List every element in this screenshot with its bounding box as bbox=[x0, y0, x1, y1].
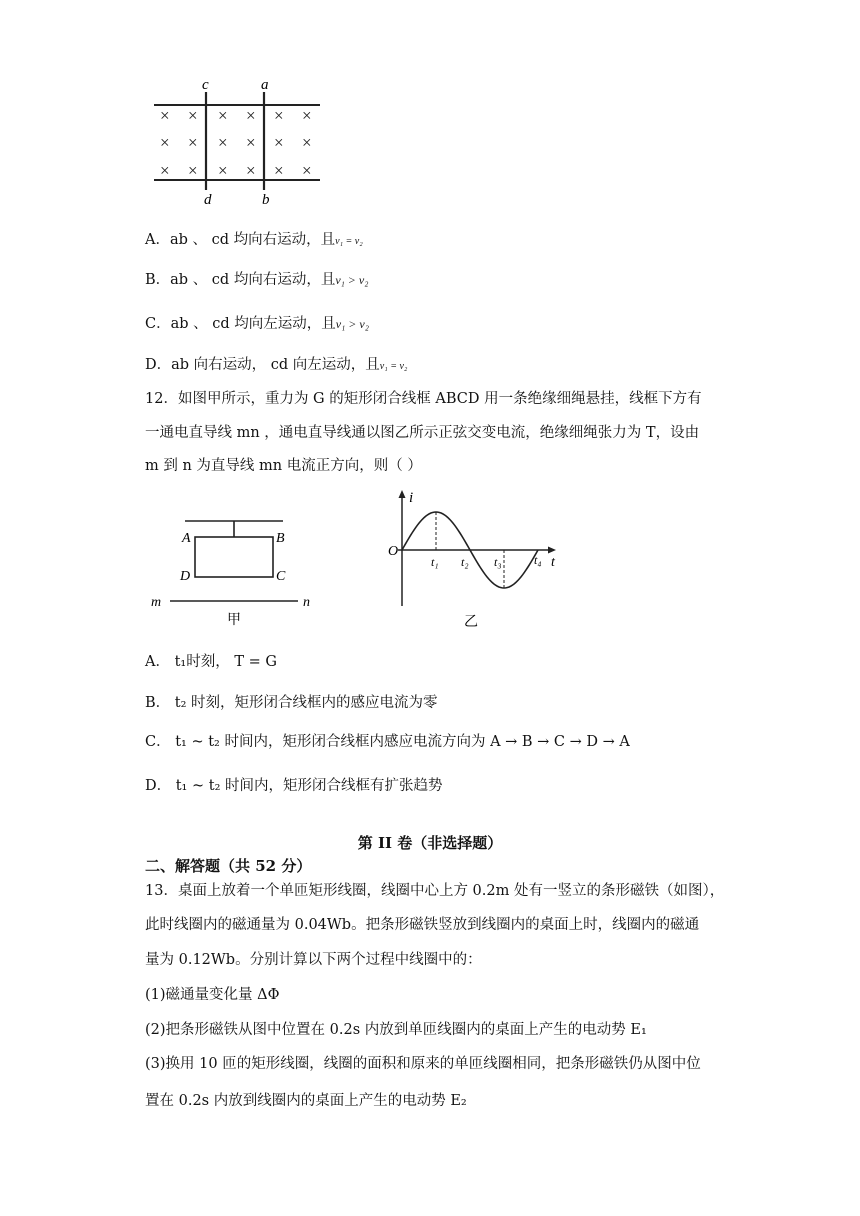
label-C: C bbox=[276, 569, 286, 584]
field-cross: × bbox=[188, 161, 198, 180]
option-letter: A． bbox=[145, 232, 170, 248]
field-cross: × bbox=[218, 133, 228, 152]
option-text: ab 、 cd 均向左运动，且 bbox=[170, 316, 336, 332]
label-i: i bbox=[409, 490, 414, 506]
q13-sub3-line1: (3)换用 10 匝的矩形线圈，线圈的面积和原来的单匝线圈相同，把条形磁铁仍从图中位 bbox=[145, 1056, 701, 1072]
label-d: d bbox=[204, 192, 212, 208]
q13-sub1: (1)磁通量变化量 ΔΦ bbox=[145, 987, 280, 1003]
label-n: n bbox=[303, 595, 310, 610]
field-cross: × bbox=[302, 133, 312, 152]
caption-jia: 甲 bbox=[227, 613, 241, 628]
field-cross: × bbox=[274, 133, 284, 152]
label-t1: t₁ bbox=[431, 555, 439, 569]
option-letter: C． bbox=[145, 316, 171, 332]
label-t: t bbox=[551, 555, 555, 570]
q12-option-d: D． t₁ ~ t₂ 时间内，矩形闭合线框有扩张趋势 bbox=[145, 778, 443, 794]
field-cross: × bbox=[246, 106, 256, 125]
label-a: a bbox=[261, 77, 269, 93]
q12-option-b: B． t₂ 时刻，矩形闭合线框内的感应电流为零 bbox=[145, 695, 438, 711]
label-t4: t₄ bbox=[534, 553, 542, 567]
field-cross: × bbox=[274, 106, 284, 125]
q13-stem-line1: 13．桌面上放着一个单匝矩形线圈，线圈中心上方 0.2m 处有一竖立的条形磁铁（如图）， bbox=[145, 883, 725, 899]
part-two-title: 第 II 卷（非选择题） bbox=[357, 834, 503, 852]
field-cross: × bbox=[160, 161, 170, 180]
field-cross: × bbox=[188, 106, 198, 125]
option-relation: v₁ > v₂ bbox=[335, 273, 369, 287]
q11-option-d bbox=[145, 355, 407, 377]
field-crosses bbox=[160, 106, 312, 180]
field-cross: × bbox=[302, 161, 312, 180]
q13-stem-line3: 量为 0.12Wb。分别计算以下两个过程中线圈中的： bbox=[145, 952, 482, 968]
q11-field-figure bbox=[140, 72, 340, 212]
option-relation: v₁ > v₂ bbox=[335, 317, 369, 331]
field-cross: × bbox=[302, 106, 312, 125]
q12-stem-line2: 一通电直导线 mn ，通电直导线通以图乙所示正弦交变电流，绝缘细绳张力为 T，设由 bbox=[145, 425, 700, 441]
field-cross: × bbox=[188, 133, 198, 152]
q12-option-a: A． t₁时刻， T = G bbox=[145, 654, 277, 670]
q12-figure-yi bbox=[380, 488, 565, 633]
section-heading: 二、解答题（共 52 分） bbox=[145, 857, 312, 875]
field-cross: × bbox=[246, 161, 256, 180]
option-relation: v₁ = v₂ bbox=[335, 236, 363, 247]
field-cross: × bbox=[160, 133, 170, 152]
q12-figure-jia bbox=[145, 505, 335, 630]
field-cross: × bbox=[274, 161, 284, 180]
q11-option-a bbox=[145, 230, 363, 252]
label-D: D bbox=[180, 569, 191, 584]
field-cross: × bbox=[160, 106, 170, 125]
q11-option-c bbox=[145, 314, 369, 334]
label-b: b bbox=[262, 192, 270, 208]
q12-stem-line1: 12．如图甲所示，重力为 G 的矩形闭合线框 ABCD 用一条绝缘细绳悬挂，线框下方有 bbox=[145, 391, 702, 407]
option-letter: D． bbox=[145, 357, 172, 373]
caption-yi: 乙 bbox=[464, 615, 478, 630]
option-letter: B． bbox=[145, 272, 171, 288]
q13-stem-line2: 此时线圈内的磁通量为 0.04Wb。把条形磁铁竖放到线圈内的桌面上时，线圈内的磁通 bbox=[145, 917, 700, 933]
option-text: ab 、 cd 均向右运动，且 bbox=[170, 272, 336, 288]
option-text: ab 、 cd 均向右运动，且 bbox=[169, 232, 336, 248]
field-cross: × bbox=[246, 133, 256, 152]
q12-stem-line3: m 到 n 为直导线 mn 电流正方向，则（ ） bbox=[145, 458, 422, 474]
label-A: A bbox=[182, 531, 191, 546]
q13-sub3-line2: 置在 0.2s 内放到线圈内的桌面上产生的电动势 E₂ bbox=[145, 1093, 467, 1109]
label-B: B bbox=[276, 531, 285, 546]
label-c: c bbox=[202, 77, 209, 93]
option-relation: v₁ = v₂ bbox=[379, 361, 408, 372]
option-text: ab 向右运动， cd 向左运动，且 bbox=[171, 357, 380, 373]
field-cross: × bbox=[218, 106, 228, 125]
q13-sub2: (2)把条形磁铁从图中位置在 0.2s 内放到单匝线圈内的桌面上产生的电动势 E₁ bbox=[145, 1022, 647, 1038]
q12-option-c: C． t₁ ~ t₂ 时间内，矩形闭合线框内感应电流方向为 A → B → C → D → A bbox=[145, 734, 630, 750]
label-m: m bbox=[151, 595, 162, 610]
label-t3: t₃ bbox=[494, 555, 502, 569]
frame-abcd bbox=[195, 537, 273, 577]
label-t2: t₂ bbox=[461, 555, 469, 569]
field-cross: × bbox=[218, 161, 228, 180]
label-O: O bbox=[388, 544, 399, 559]
q11-option-b bbox=[145, 270, 368, 290]
